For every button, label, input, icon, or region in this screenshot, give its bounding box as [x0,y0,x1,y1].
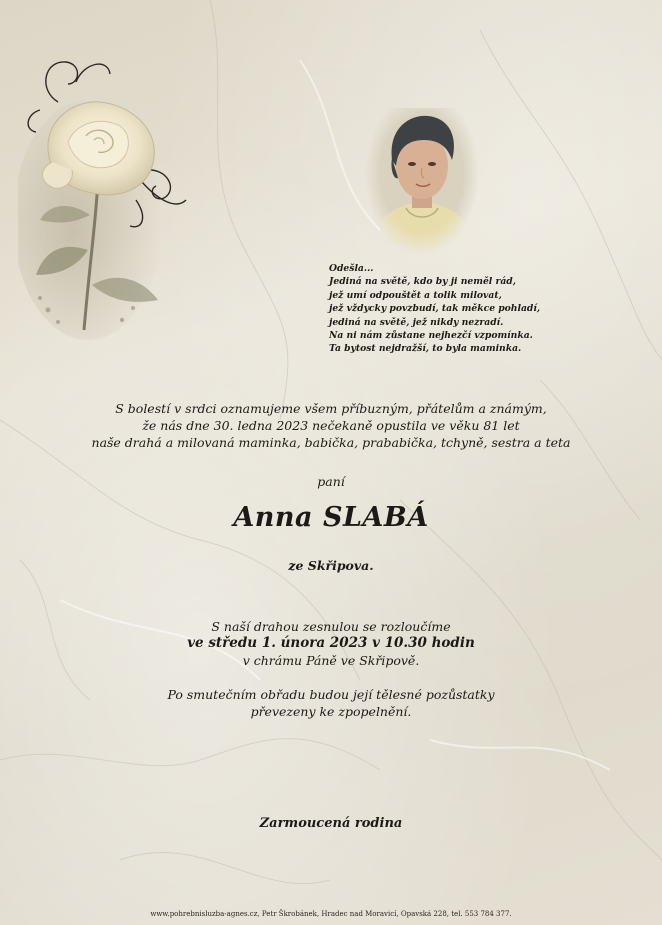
announcement-text [0,400,662,451]
signature: Zarmoucená rodina [259,816,403,831]
poem-line: jediná na světě, jež nikdy nezradí. [329,316,504,328]
cremation-line: převezeny ke zpopelnění. [250,704,412,719]
farewell-line: S naší drahou zesnulou se rozloučíme [211,619,451,634]
salutation: paní [317,474,345,489]
funeral-info [0,618,662,669]
announcement-line: S bolestí v srdci oznamujeme všem příbuzným, přátelům a známým, [115,401,547,416]
poem-line: Ta bytost nejdražší, to byla maminka. [329,343,522,355]
poem-line: Odešla... [329,263,374,274]
poem-line: jež vždycky povzbudí, tak měkce pohladí, [329,303,541,315]
funeral-place: v chrámu Páně ve Skřipově. [242,653,420,668]
deceased-origin: ze Skřipova. [288,558,374,573]
cremation-note [0,686,662,720]
poem-line: Na ni nám zůstane nejhezčí vzpomínka. [329,330,533,342]
deceased-name: Anna SLABÁ [233,502,429,533]
poem [329,262,569,356]
poem-line: Jediná na světě, kdo by ji neměl rád, [329,276,516,288]
footer-contact: www.pohrebnisluzba-agnes.cz, Petr Škrobánek, Hradec nad Moravicí, Opavská 228, tel. 553 784 377. [150,910,512,918]
portrait-photo [366,108,478,254]
poem-line: jež umí odpouštět a tolik milovat, [329,289,502,301]
announcement-line: že nás dne 30. ledna 2023 nečekaně opustila ve věku 81 let [142,418,520,433]
announcement-line: naše drahá a milovaná maminka, babička, prababička, tchyně, sestra a teta [91,435,571,450]
cremation-line: Po smutečním obřadu budou její tělesné pozůstatky [167,687,495,702]
rose-illustration [18,50,188,340]
funeral-date-time: ve středu 1. února 2023 v 10.30 hodin [187,635,475,651]
